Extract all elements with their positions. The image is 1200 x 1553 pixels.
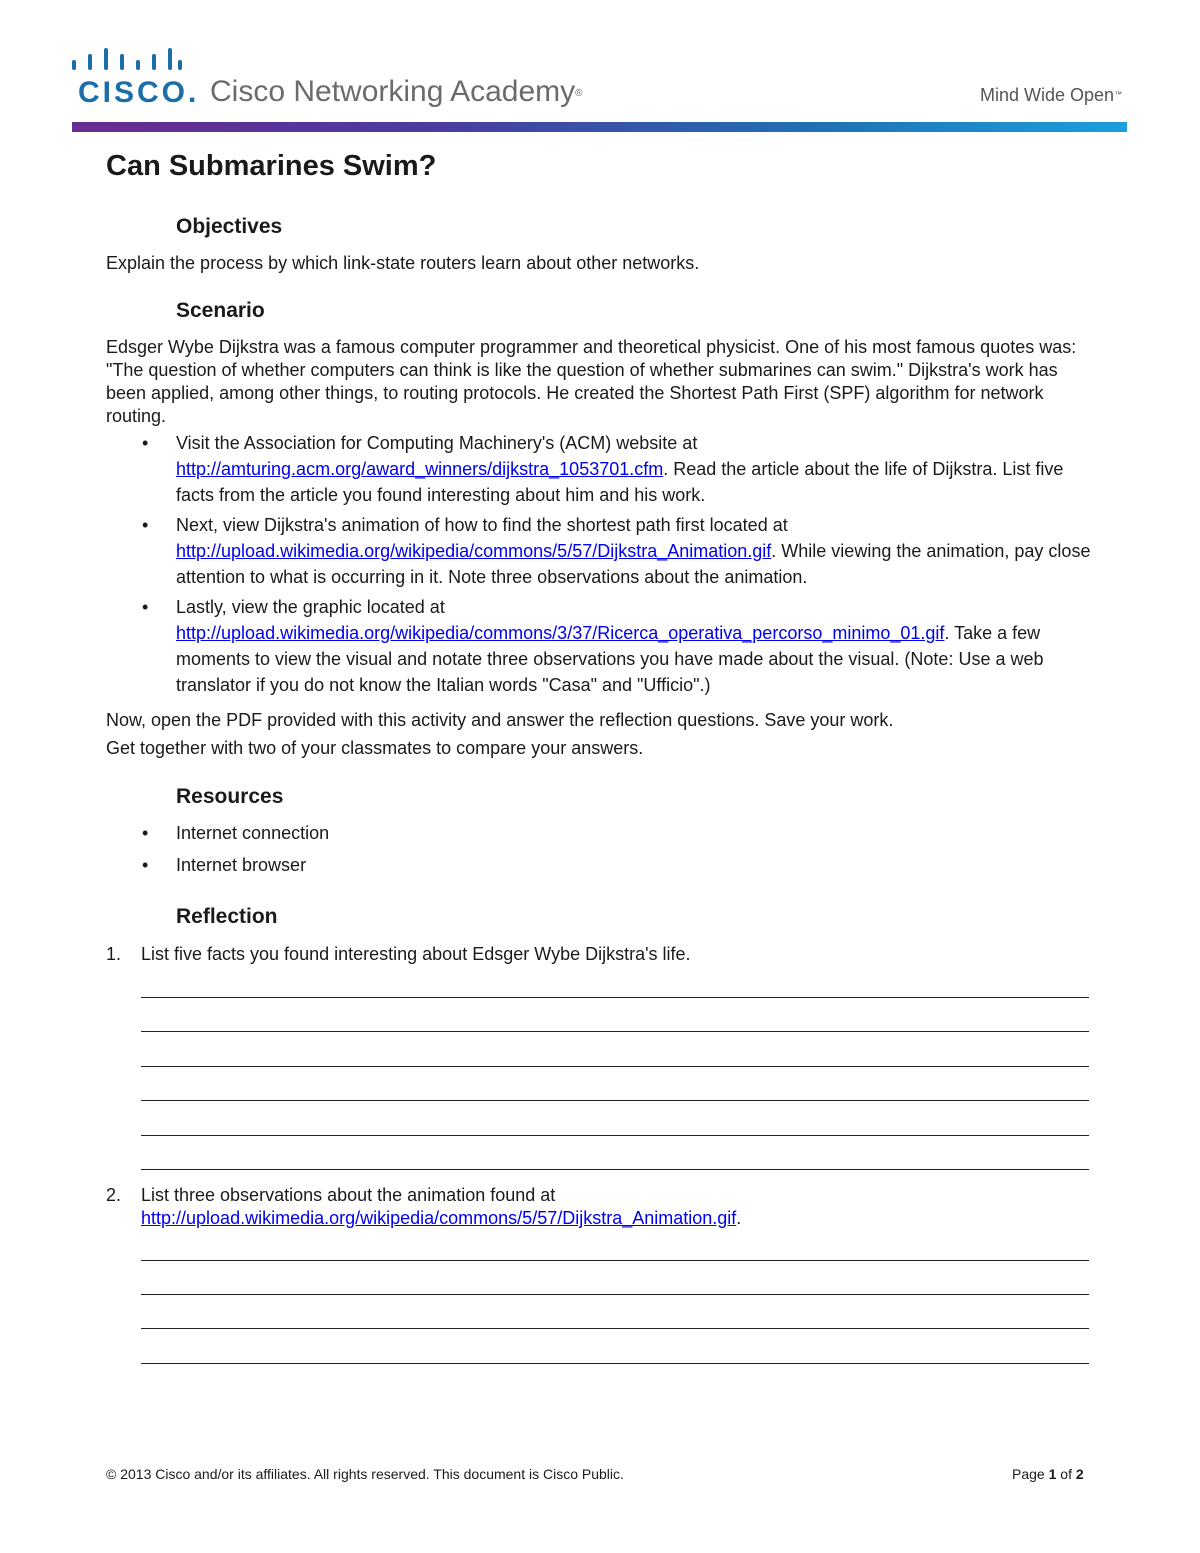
header-gradient-divider <box>72 122 1127 132</box>
academy-name <box>210 74 583 110</box>
reflection-heading: Reflection <box>176 905 278 928</box>
resource-item: • Internet connection <box>106 820 1106 846</box>
academy-text: Cisco Networking Academy <box>210 75 576 108</box>
resources-heading: Resources <box>176 785 284 808</box>
answer-line[interactable] <box>141 1328 1089 1329</box>
bullet-text: . Read the article about the life of Dijkstra. List five facts from the article you found interesting about him and his work. <box>176 459 1064 505</box>
question-1-text: List five facts you found interesting about Edsger Wybe Dijkstra's life. <box>141 944 691 964</box>
scenario-bullet-animation <box>106 512 1106 590</box>
scenario-intro: Edsger Wybe Dijkstra was a famous computer programmer and theoretical physicist. One of his most famous quotes was: "The question of whether computers can think is like the question of whether submarines can swim." Dijkstra's work has been applied, among other things, to routing protocols. He created the Shortest Path First (SPF) algorithm for network routing. <box>106 337 1077 426</box>
academy-mark: ® <box>575 88 583 99</box>
question-2-link[interactable]: http://upload.wikimedia.org/wikipedia/commons/5/57/Dijkstra_Animation.gif <box>141 1208 737 1228</box>
page-title: Can Submarines Swim? <box>106 150 437 182</box>
objectives-heading: Objectives <box>176 215 283 238</box>
bullet-text: . Take a few moments to view the visual and notate three observations you have made about the visual. (Note: Use a web translator if you do not know the Italian words "Casa" and "Ufficio".) <box>176 623 1044 695</box>
scenario-heading: Scenario <box>176 299 265 322</box>
resource-item: • Internet browser <box>106 852 1106 878</box>
question-number: 1. <box>106 944 122 964</box>
cisco-logo-wordmark: CISCO. <box>78 76 200 109</box>
answer-line[interactable] <box>141 997 1089 998</box>
answer-line[interactable] <box>141 1066 1089 1067</box>
answer-line[interactable] <box>141 1260 1089 1261</box>
answer-line[interactable] <box>141 1169 1089 1170</box>
question-2-prompt: List three observations about the animation found at <box>141 1185 556 1205</box>
animation-link[interactable]: http://upload.wikimedia.org/wikipedia/commons/5/57/Dijkstra_Animation.gif <box>176 541 772 561</box>
of-word: of <box>1056 1466 1076 1482</box>
scenario-bullet-graphic <box>106 594 1106 698</box>
footer-page-number <box>1012 1465 1084 1483</box>
scenario-closing-2: Get together with two of your classmates to compare your answers. <box>106 738 644 758</box>
page-total: 2 <box>1075 1466 1084 1482</box>
objectives-text: Explain the process by which link-state routers learn about other networks. <box>106 253 700 273</box>
scenario-bullet-acm <box>106 430 1106 508</box>
answer-line[interactable] <box>141 1100 1089 1101</box>
tagline <box>980 84 1122 106</box>
answer-line[interactable] <box>141 1363 1089 1364</box>
scenario-closing-1: Now, open the PDF provided with this activity and answer the reflection questions. Save your work. <box>106 710 894 730</box>
tagline-mark: ™ <box>1114 90 1123 99</box>
page-current: 1 <box>1048 1466 1057 1482</box>
cisco-logo-bars-icon <box>72 46 184 76</box>
acm-link[interactable]: http://amturing.acm.org/award_winners/dijkstra_1053701.cfm <box>176 459 664 479</box>
tagline-text: Mind Wide Open <box>980 85 1115 105</box>
question-number: 2. <box>106 1185 122 1205</box>
bullet-text: Visit the Association for Computing Machinery's (ACM) website at <box>176 433 698 453</box>
bullet-text: Lastly, view the graphic located at <box>176 597 445 617</box>
bullet-text: Next, view Dijkstra's animation of how to find the shortest path first located at <box>176 515 788 535</box>
bullet-text: . While viewing the animation, pay close attention to what is occurring in it. Note three observations about the animation. <box>176 541 1091 587</box>
answer-line[interactable] <box>141 1294 1089 1295</box>
question-2-after: . <box>736 1208 742 1228</box>
footer-copyright: © 2013 Cisco and/or its affiliates. All rights reserved. This document is Cisco Public. <box>106 1466 624 1482</box>
answer-line[interactable] <box>141 1135 1089 1136</box>
resources-list <box>106 820 1106 878</box>
scenario-bullet-list <box>106 430 1106 698</box>
page-word: Page <box>1012 1466 1049 1482</box>
graphic-link[interactable]: http://upload.wikimedia.org/wikipedia/commons/3/37/Ricerca_operativa_percorso_minimo_01.gif <box>176 623 945 643</box>
answer-line[interactable] <box>141 1031 1089 1032</box>
question-2-text <box>141 1184 742 1230</box>
